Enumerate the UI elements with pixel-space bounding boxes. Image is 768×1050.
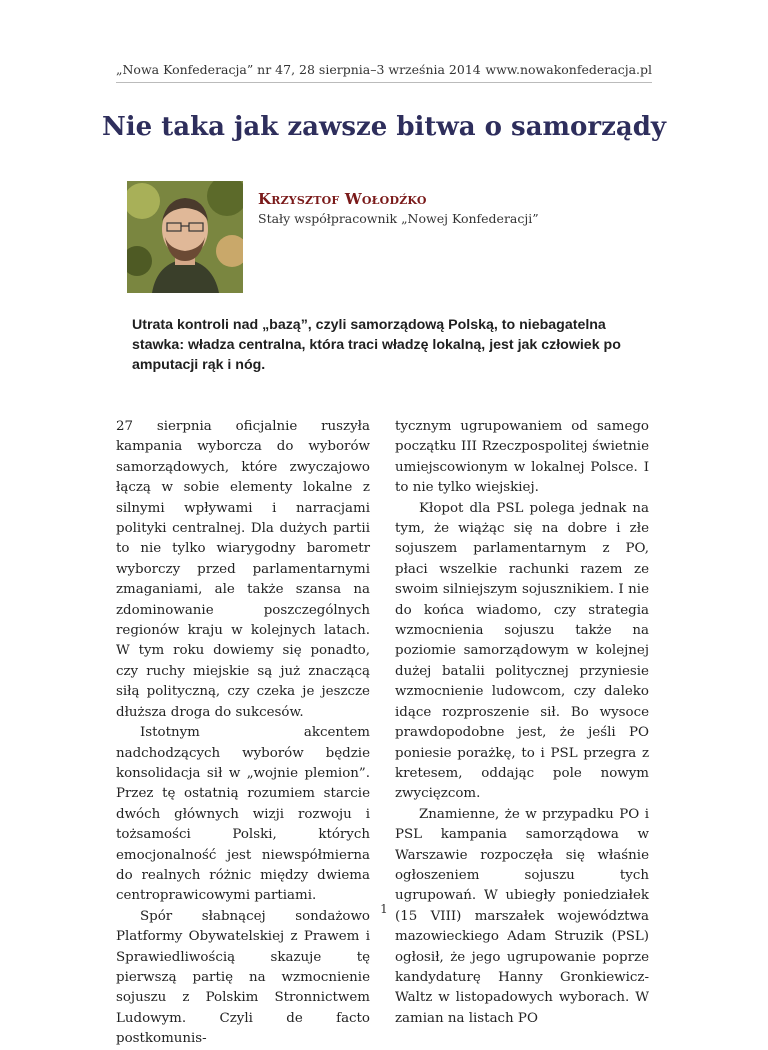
running-header-left: „Nowa Konfederacja” nr 47, 28 sierpnia–3 września 2014 <box>116 62 481 77</box>
article-lead: Utrata kontroli nad „bazą”, czyli samorządową Polską, to niebagatelna stawka: władza centralna, która traci władzę lokalną, jest jak człowiek po amputacji rąk i nóg. <box>132 317 621 373</box>
author-role: Stały współpracownik „Nowej Konfederacji” <box>258 211 539 226</box>
paragraph: 27 sierpnia oficjalnie ruszyła kampania wyborcza do wyborów samorządowych, które zwyczajowo łączą w sobie elementy lokalne z silnymi wpływami i narracjami polityki centralnej. Dla dużych partii to nie tylko wiarygodny barometr wyborczy przed parlamentarnymi zmaganiami, ale także szansa na zdominowanie poszczególnych regionów kraju w kolejnych latach. W tym roku dowiemy się ponadto, czy ruchy miejskie są już znaczącą siłą polityczną, czy czeka je jeszcze dłuższa droga do sukcesów. <box>116 419 370 720</box>
author-photo <box>127 181 243 293</box>
paragraph: tycznym ugrupowaniem od samego początku III Rzeczpospolitej świetnie umiejscowionym w lokalnej Polsce. I to nie tylko wiejskiej. <box>395 419 649 496</box>
text-column-right <box>395 417 649 1029</box>
text-column-left <box>116 417 370 1050</box>
page-number: 1 <box>380 902 388 916</box>
article-title: Nie taka jak zawsze bitwa o samorządy <box>102 112 666 142</box>
header-divider <box>116 82 652 83</box>
paragraph: Znamienne, że w przypadku PO i PSL kampania samorządowa w Warszawie rozpoczęła się właśnie ogłoszeniem sojuszu tych ugrupowań. W ubiegły poniedziałek (15 VIII) marszałek województwa mazowieckiego Adam Struzik (PSL) ogłosił, że jego ugrupowanie poprze kandydaturę Hanny Gronkiewicz-Waltz w listopadowych wyborach. W zamian na listach PO <box>395 806 649 1026</box>
running-header-url: www.nowakonfederacja.pl <box>485 62 652 77</box>
author-portrait-image <box>127 181 243 293</box>
author-name: Krzysztof Wołodźko <box>258 190 427 208</box>
paragraph: Istotnym akcentem nadchodzących wyborów będzie konsolidacja sił w „wojnie plemion”. Przez tę ostatnią rozumiem starcie dwóch głównych wizji rozwoju i tożsamości Polski, których emocjonalność jest niewspółmierna do realnych różnic między dwiema centroprawicowymi partiami. <box>116 725 370 904</box>
paragraph: Kłopot dla PSL polega jednak na tym, że wiążąc się na dobre i złe sojuszem parlamentarnym z PO, płaci wszelkie rachunki razem ze swoim silniejszym sojusznikiem. I nie do końca wiadomo, czy strategia wzmocnienia sojuszu także na poziomie samorządowym w kolejnej dużej batalii politycznej przyniesie wzmocnienie ludowcom, czy daleko idące rozproszenie sił. Bo wysoce prawdopodobne jest, że jeśli PO poniesie porażkę, to i PSL przegra z kretesem, oddając pole nowym zwycięzcom. <box>395 500 649 802</box>
paragraph: Spór słabnącej sondażowo Platformy Obywatelskiej z Prawem i Sprawiedliwością skazuje tę pierwszą partię na wzmocnienie sojuszu z Polskim Stronnictwem Ludowym. Czyli de facto postkomunis- <box>116 908 370 1047</box>
